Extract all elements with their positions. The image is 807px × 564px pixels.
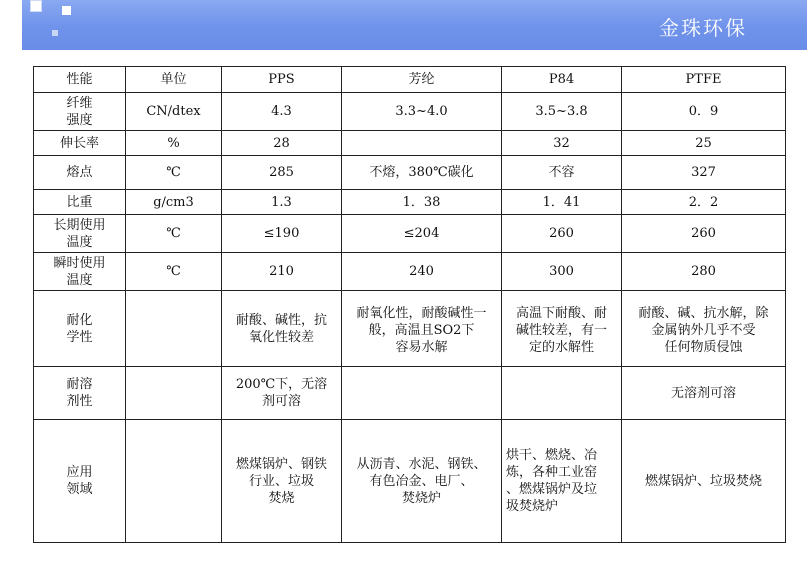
column-header: PPS [222, 67, 342, 93]
header-banner [22, 0, 807, 50]
value-cell: ℃ [126, 156, 222, 190]
value-cell: 1.3 [222, 190, 342, 215]
value-cell: 1．41 [502, 190, 622, 215]
value-cell: 高温下耐酸、耐 碱性较差，有一 定的水解性 [502, 291, 622, 367]
value-cell: 240 [342, 253, 502, 291]
value-cell: 0．9 [622, 93, 786, 131]
value-cell: 燃煤锅炉、垃圾焚烧 [622, 420, 786, 543]
value-cell: 280 [622, 253, 786, 291]
value-cell: 25 [622, 131, 786, 156]
value-cell: 260 [622, 215, 786, 253]
table-row [34, 190, 786, 215]
column-header: 单位 [126, 67, 222, 93]
brand-title: 金珠环保 [659, 16, 747, 40]
value-cell: CN/dtex [126, 93, 222, 131]
value-cell: 燃煤锅炉、钢铁 行业、垃圾 焚烧 [222, 420, 342, 543]
property-cell: 应用 领域 [34, 420, 126, 543]
value-cell [342, 131, 502, 156]
table-header-row [34, 67, 786, 93]
value-cell: ≤204 [342, 215, 502, 253]
property-cell: 耐溶 剂性 [34, 367, 126, 420]
value-cell: ℃ [126, 215, 222, 253]
value-cell: 不容 [502, 156, 622, 190]
value-cell [502, 367, 622, 420]
property-cell: 耐化 学性 [34, 291, 126, 367]
value-cell: ≤190 [222, 215, 342, 253]
value-cell [126, 367, 222, 420]
value-cell: 4.3 [222, 93, 342, 131]
table-row [34, 367, 786, 420]
value-cell: 烘干、燃烧、冶 炼，各种工业窑 、燃煤锅炉及垃 圾焚烧炉 [502, 420, 622, 543]
column-header: P84 [502, 67, 622, 93]
table-row [34, 291, 786, 367]
column-header: PTFE [622, 67, 786, 93]
value-cell: ℃ [126, 253, 222, 291]
table-row [34, 420, 786, 543]
value-cell: % [126, 131, 222, 156]
value-cell: g/cm3 [126, 190, 222, 215]
value-cell [126, 291, 222, 367]
value-cell [126, 420, 222, 543]
value-cell: 28 [222, 131, 342, 156]
value-cell: 从沥青、水泥、钢铁、 有色冶金、电厂、 焚烧炉 [342, 420, 502, 543]
value-cell: 耐酸、碱、抗水解，除 金属钠外几乎不受 任何物质侵蚀 [622, 291, 786, 367]
decor-square [30, 0, 42, 12]
value-cell: 3.5~3.8 [502, 93, 622, 131]
decor-square [52, 30, 58, 36]
column-header: 性能 [34, 67, 126, 93]
property-cell: 比重 [34, 190, 126, 215]
table-row [34, 131, 786, 156]
table-row [34, 93, 786, 131]
value-cell: 3.3~4.0 [342, 93, 502, 131]
banner-left-margin [0, 0, 22, 50]
decor-square [62, 6, 71, 15]
property-cell: 瞬时使用 温度 [34, 253, 126, 291]
table-row [34, 215, 786, 253]
fiber-properties-table [33, 66, 786, 543]
value-cell: 210 [222, 253, 342, 291]
value-cell: 2．2 [622, 190, 786, 215]
property-cell: 熔点 [34, 156, 126, 190]
value-cell: 无溶剂可溶 [622, 367, 786, 420]
value-cell: 耐酸、碱性，抗 氧化性较差 [222, 291, 342, 367]
value-cell: 260 [502, 215, 622, 253]
table-row [34, 253, 786, 291]
table-row [34, 156, 786, 190]
property-cell: 纤维 强度 [34, 93, 126, 131]
value-cell: 1．38 [342, 190, 502, 215]
property-cell: 长期使用 温度 [34, 215, 126, 253]
value-cell: 32 [502, 131, 622, 156]
value-cell: 耐氧化性，耐酸碱性一 般，高温且SO2下 容易水解 [342, 291, 502, 367]
column-header: 芳纶 [342, 67, 502, 93]
property-cell: 伸长率 [34, 131, 126, 156]
value-cell: 285 [222, 156, 342, 190]
value-cell: 不熔，380℃碳化 [342, 156, 502, 190]
value-cell [342, 367, 502, 420]
value-cell: 300 [502, 253, 622, 291]
value-cell: 200℃下，无溶 剂可溶 [222, 367, 342, 420]
value-cell: 327 [622, 156, 786, 190]
